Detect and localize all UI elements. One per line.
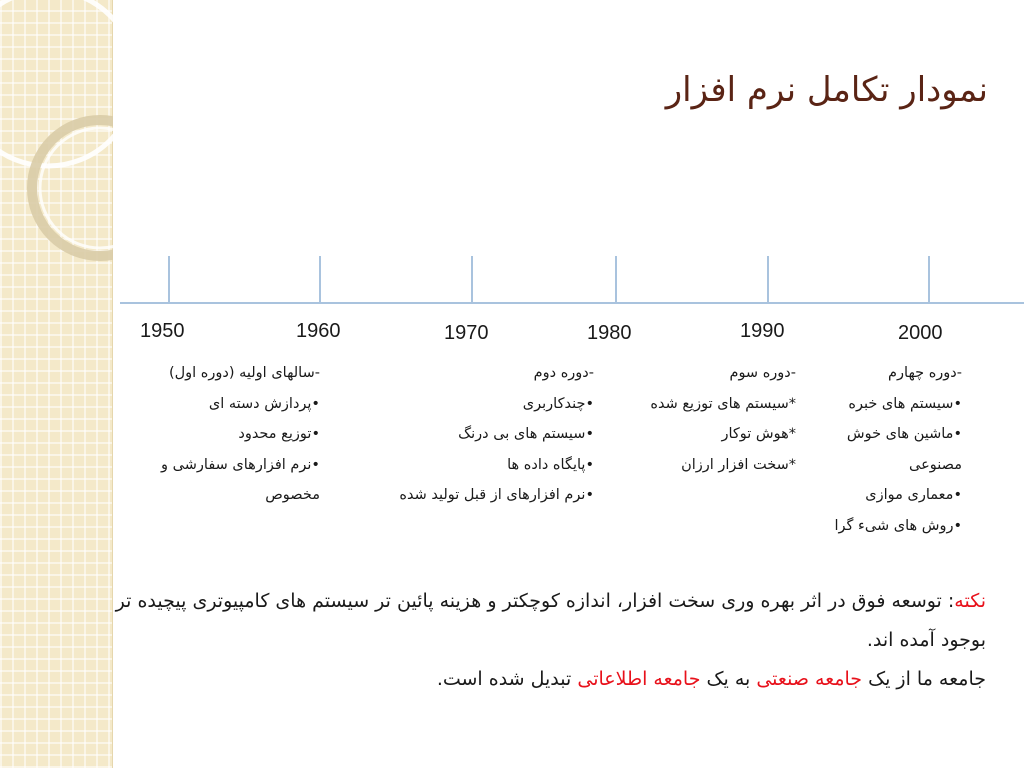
year-label-1990: 1990: [740, 320, 785, 342]
note-line-1: [106, 582, 986, 660]
era-3-item: *سیستم های توزیع شده: [650, 395, 796, 412]
era-1-heading: -سالهای اولیه (دوره اول): [168, 365, 320, 381]
era-4-heading: -دوره چهارم: [888, 365, 962, 381]
note-label: نکته: [954, 590, 986, 612]
era-2-heading: -دوره دوم: [533, 365, 594, 381]
era-3-list: [650, 358, 796, 480]
era-1-item: مخصوص: [265, 487, 320, 503]
era-1-item: •پردازش دسته ای: [208, 395, 320, 412]
era-1-list: [161, 358, 320, 511]
era-3-heading: -دوره سوم: [729, 365, 796, 381]
era-2-item: •پایگاه داده ها: [507, 456, 594, 473]
era-4-item: •ماشین های خوش: [846, 426, 962, 442]
era-4-item: •روش های شیء گرا: [834, 517, 962, 534]
year-label-1950: 1950: [140, 320, 185, 342]
era-2-list: [399, 358, 594, 511]
era-3-item: *سخت افزار ارزان: [681, 456, 796, 473]
year-label-1980: 1980: [587, 322, 632, 344]
era-1-item: •نرم افزارهای سفارشی و: [161, 456, 320, 473]
note-text: : توسعه فوق در اثر بهره وری سخت افزار، اندازه کوچکتر و هزینه پائین تر سیستم های کامپیوتری پیچیده تر بوجود آمده اند.: [115, 590, 986, 651]
year-label-2000: 2000: [898, 322, 943, 344]
note-paragraph: [106, 582, 986, 699]
page-title: نمودار تکامل نرم افزار: [665, 70, 988, 110]
era-3-item: *هوش توکار: [721, 426, 796, 442]
note-text: جامعه ما از یک: [862, 668, 986, 690]
note-line-2: [106, 660, 986, 699]
era-1-item: •توزیع محدود: [238, 426, 320, 442]
highlight-industrial-society: جامعه صنعتی: [756, 668, 863, 690]
timeline-axis: [0, 0, 1024, 320]
era-4-item: •سیستم های خبره: [848, 395, 962, 412]
year-label-1970: 1970: [444, 322, 489, 344]
era-2-item: •سیستم های بی درنگ: [458, 426, 594, 442]
year-label-1960: 1960: [296, 320, 341, 342]
note-text: تبدیل شده است.: [436, 668, 578, 690]
era-4-list: [835, 358, 962, 541]
era-4-item: •معماری موازی: [865, 487, 962, 503]
era-2-item: •نرم افزارهای از قبل تولید شده: [399, 487, 594, 503]
note-text: به یک: [700, 668, 757, 690]
era-4-item: مصنوعی: [909, 456, 962, 473]
era-2-item: •چندکاربری: [522, 395, 594, 412]
highlight-information-society: جامعه اطلاعاتی: [577, 668, 701, 690]
